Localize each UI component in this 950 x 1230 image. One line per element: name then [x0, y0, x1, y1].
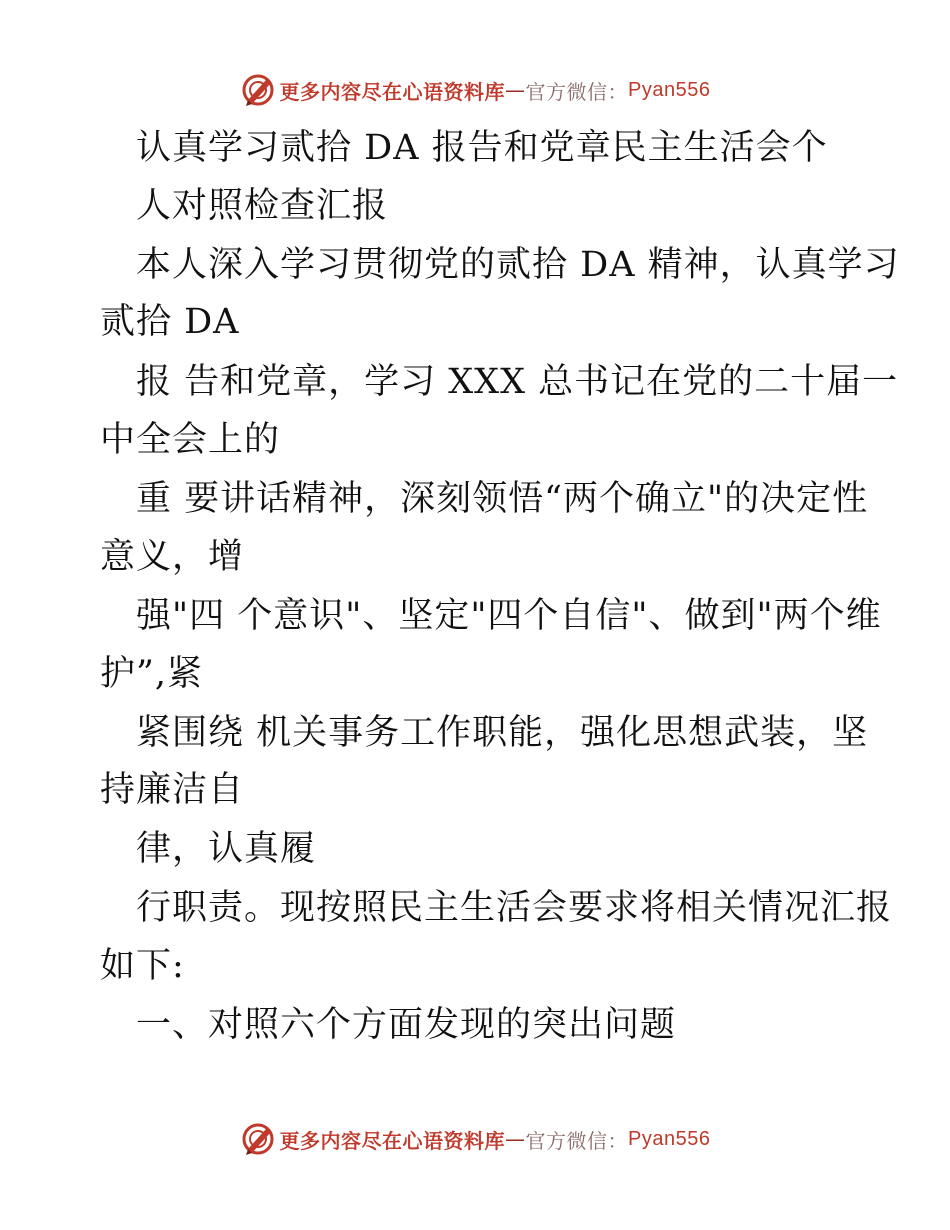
watermark-dash: —	[505, 78, 526, 102]
paragraph-line: 意义，增	[100, 537, 245, 577]
paragraph-line: 紧围绕 机关事务工作职能，强化思想武装，坚	[136, 713, 869, 753]
paragraph-line: 中全会上的	[100, 420, 281, 460]
section-heading: 一、对照六个方面发现的突出问题	[136, 1005, 677, 1045]
paragraph-line: 报 告和党章，学习 XXX 总书记在党的二十届一	[136, 362, 899, 402]
paragraph-line: 行职责。现按照民主生活会要求将相关情况汇报	[136, 888, 893, 928]
paragraph-line: 持廉洁自	[100, 770, 245, 810]
paragraph-line: 贰拾 DA	[100, 302, 240, 342]
watermark-id: Pyan556	[628, 1127, 711, 1150]
watermark-main-text: 更多内容尽在心语资料库	[279, 1128, 506, 1153]
pen-logo-icon	[240, 72, 276, 108]
title-line-2: 人对照检查汇报	[136, 186, 389, 226]
title-line-1: 认真学习贰拾 DA 报告和党章民主生活会个	[136, 128, 828, 168]
paragraph-line: 护”,紧	[100, 654, 204, 694]
paragraph-line: 重 要讲话精神，深刻领悟“两个确立"的决定性	[136, 479, 869, 519]
paragraph-line: 律，认真履	[136, 829, 317, 869]
paragraph-line: 强"四 个意识"、坚定"四个自信"、做到"两个维	[136, 596, 882, 636]
pen-logo-icon	[240, 1121, 276, 1157]
watermark-id: Pyan556	[628, 78, 711, 101]
watermark-dash: —	[505, 1127, 526, 1151]
watermark-label: 官方微信：	[525, 1128, 629, 1153]
header-watermark	[0, 70, 950, 110]
watermark-label: 官方微信：	[525, 79, 629, 104]
paragraph-line: 本人深入学习贯彻党的贰拾 DA 精神，认真学习	[136, 245, 900, 285]
footer-watermark	[0, 1119, 950, 1159]
watermark-main-text: 更多内容尽在心语资料库	[279, 79, 506, 104]
paragraph-line: 如下:	[100, 946, 185, 986]
